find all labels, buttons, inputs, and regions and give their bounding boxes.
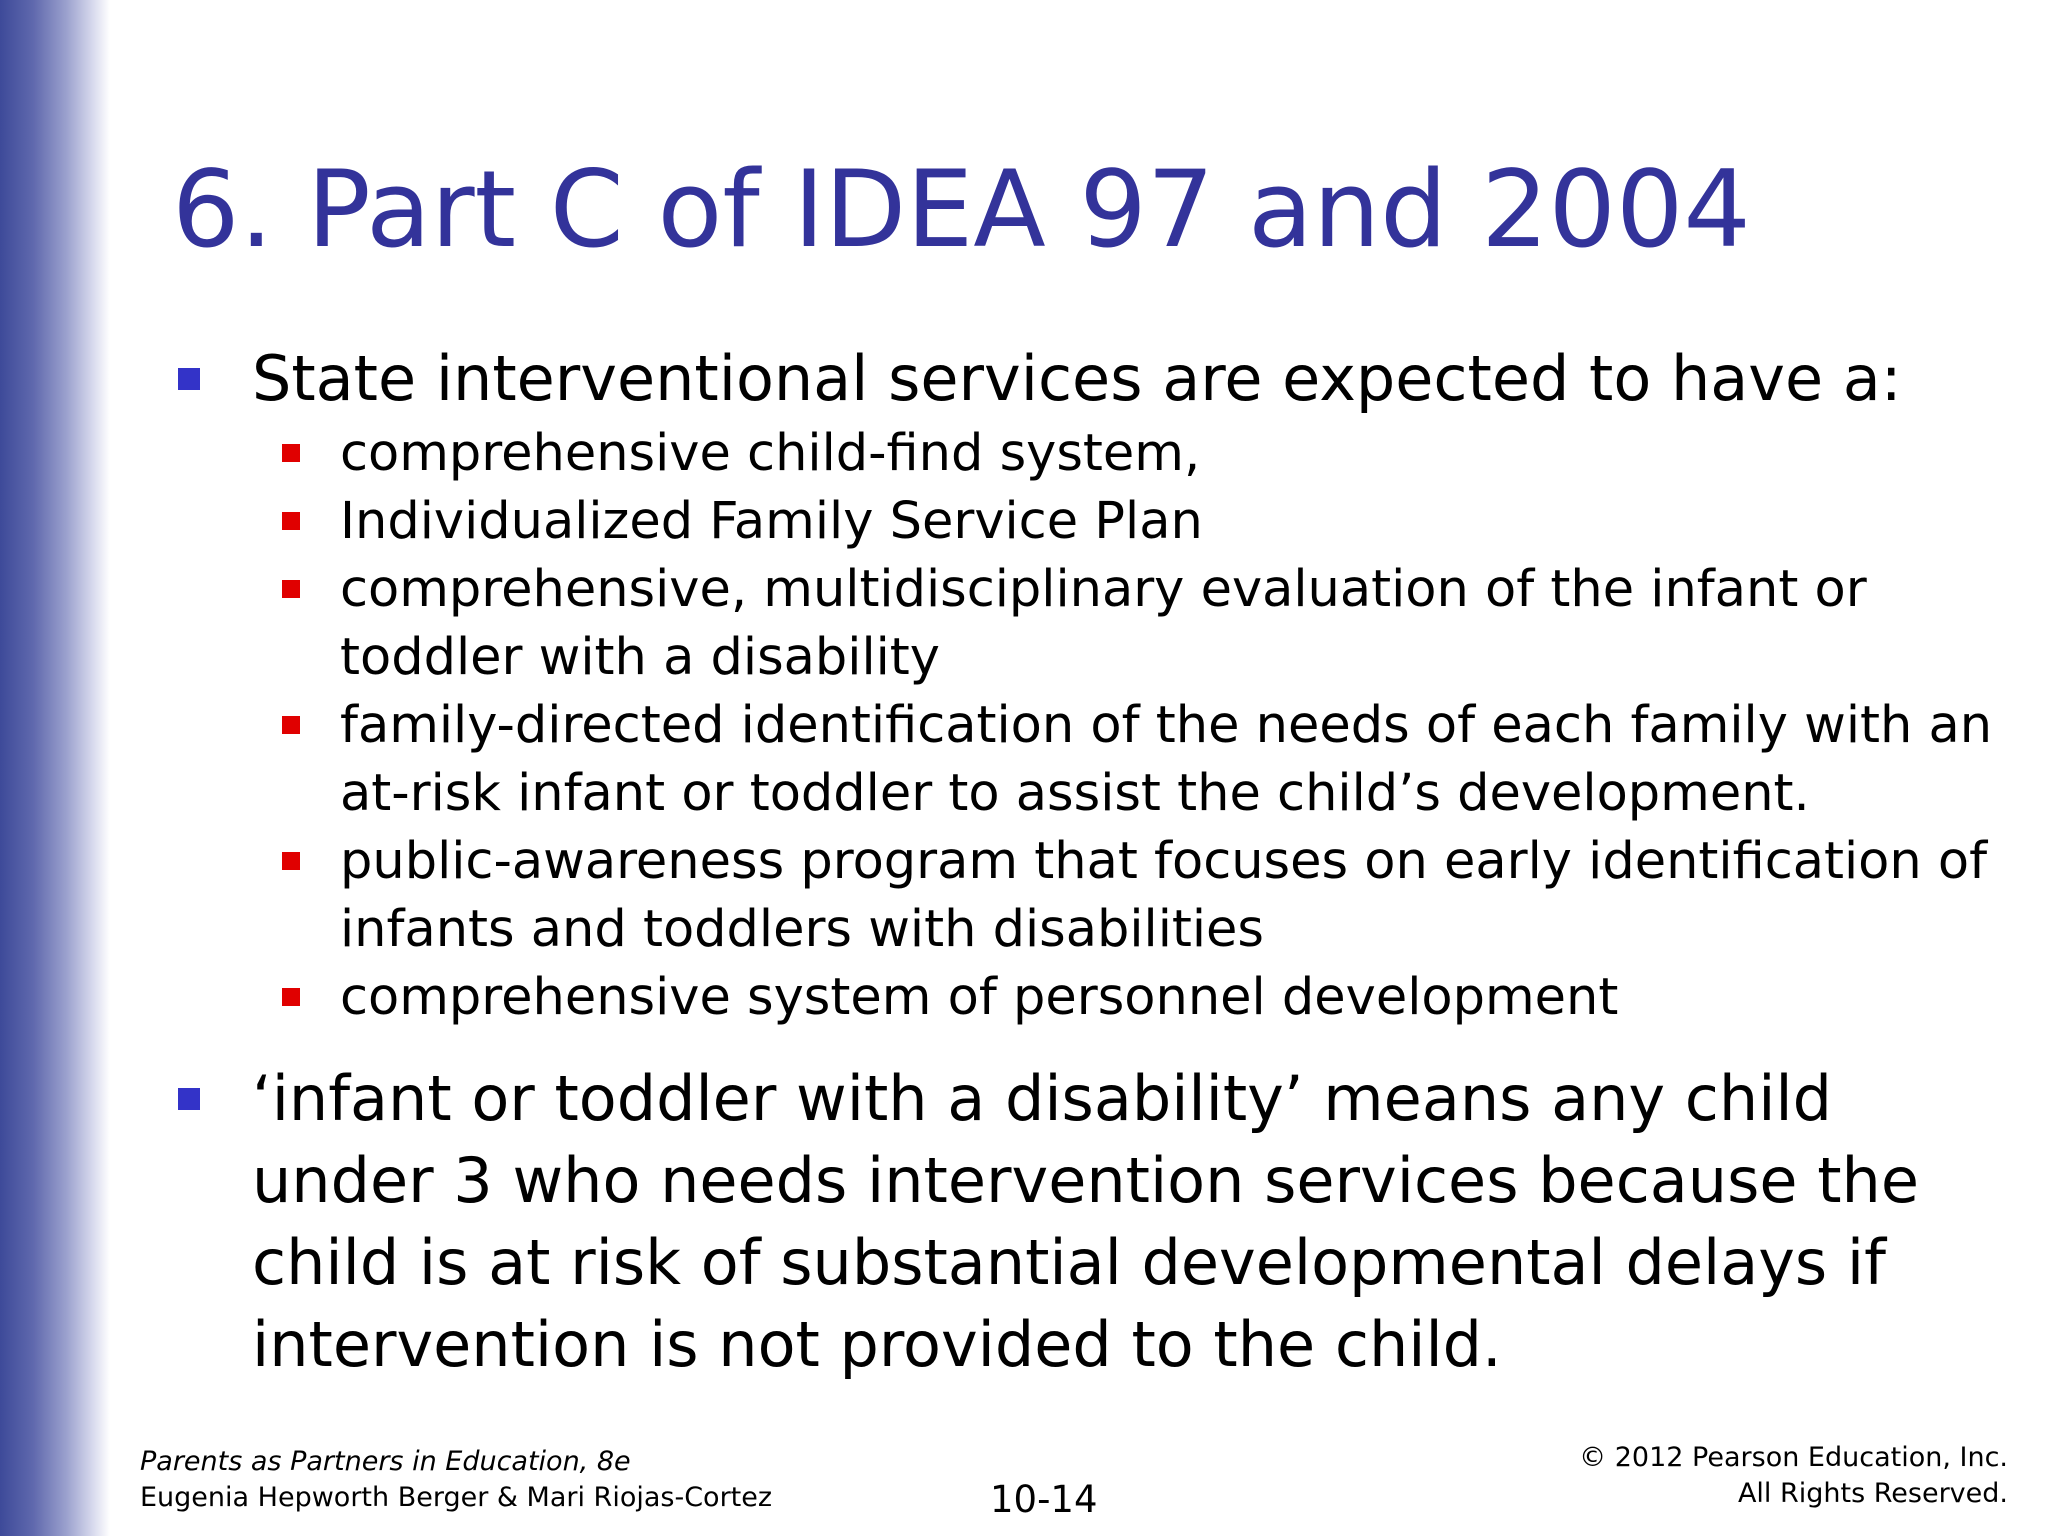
sub-bullet-item bbox=[175, 964, 2025, 1032]
rights-line: All Rights Reserved. bbox=[1737, 1478, 2008, 1509]
sub-bullet-text: comprehensive system of personnel development bbox=[340, 968, 1619, 1027]
footer-book-title: Parents as Partners in Education, 8e bbox=[140, 1446, 631, 1477]
red-square-bullet-icon bbox=[282, 852, 300, 870]
slide-number: 10-14 bbox=[990, 1478, 1098, 1521]
sub-bullet-item bbox=[175, 488, 2025, 556]
sub-bullet-item bbox=[175, 420, 2025, 488]
sub-bullet-text: comprehensive child-find system, bbox=[340, 424, 1201, 483]
red-square-bullet-icon bbox=[282, 716, 300, 734]
footer-citation bbox=[140, 1444, 772, 1516]
red-square-bullet-icon bbox=[282, 444, 300, 462]
blue-square-bullet-icon bbox=[178, 368, 200, 390]
sub-bullet-item bbox=[175, 692, 2025, 828]
footer-authors: Eugenia Hepworth Berger & Mari Riojas-Cortez bbox=[140, 1482, 773, 1513]
red-square-bullet-icon bbox=[282, 580, 300, 598]
bullet-text: ‘infant or toddler with a disability’ means any child under 3 who needs intervention services because the child is at risk of substantial developmental delays if intervention is not provided to the child. bbox=[252, 1062, 1919, 1381]
sub-bullet-text: comprehensive, multidisciplinary evaluation of the infant or toddler with a disability bbox=[340, 560, 1867, 687]
red-square-bullet-icon bbox=[282, 988, 300, 1006]
left-gradient-band bbox=[0, 0, 110, 1536]
red-square-bullet-icon bbox=[282, 512, 300, 530]
bullet-text: State interventional services are expected to have a: bbox=[252, 342, 1902, 415]
sub-bullet-item bbox=[175, 828, 2025, 964]
bullet-item bbox=[175, 338, 2025, 420]
footer-copyright bbox=[1579, 1440, 2008, 1512]
sub-bullet-item bbox=[175, 556, 2025, 692]
bullet-item bbox=[175, 1058, 2025, 1386]
sub-bullet-list bbox=[175, 420, 2025, 1032]
sub-bullet-text: Individualized Family Service Plan bbox=[340, 492, 1203, 551]
blue-square-bullet-icon bbox=[178, 1088, 200, 1110]
copyright-line: © 2012 Pearson Education, Inc. bbox=[1579, 1442, 2008, 1473]
sub-bullet-text: family-directed identification of the needs of each family with an at-risk infant or toddler to assist the child’s development. bbox=[340, 696, 1993, 823]
slide-content bbox=[175, 338, 2025, 1386]
slide-title: 6. Part C of IDEA 97 and 2004 bbox=[172, 148, 1751, 271]
sub-bullet-text: public-awareness program that focuses on early identification of infants and toddlers with disabilities bbox=[340, 832, 1988, 959]
